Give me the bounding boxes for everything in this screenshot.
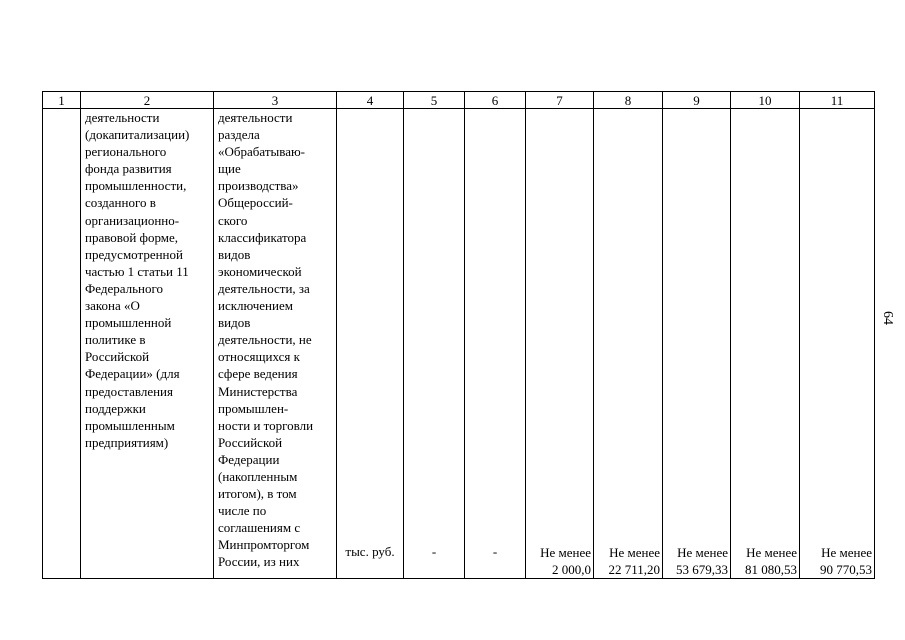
indicator-text-line: деятельности, за	[218, 280, 310, 296]
indicator-text-line: раздела	[218, 127, 260, 143]
target-value-cell	[663, 109, 731, 579]
column-number: 2	[81, 92, 214, 109]
indicator-text-line: России, из них	[218, 554, 300, 570]
indicator-text-line: ского	[218, 212, 248, 228]
indicator-text-line: относящихся к	[218, 349, 300, 365]
measure-text-line: Федерации» (для	[85, 366, 180, 382]
indicator-text-line: щие	[218, 161, 241, 177]
measure-text-line: Российской	[85, 349, 150, 365]
indicator-text-line: классификатора	[218, 229, 307, 245]
column-number: 6	[465, 92, 526, 109]
indicator-text-line: соглашениям с	[218, 520, 301, 536]
indicator-text-line: промышлен-	[218, 400, 289, 416]
indicator-text-line: производства»	[218, 178, 299, 194]
column-number: 7	[526, 92, 594, 109]
measure-text-line: (докапитализации)	[85, 127, 190, 143]
column-number: 8	[594, 92, 663, 109]
indicator-table	[42, 91, 875, 579]
column-number: 3	[214, 92, 337, 109]
target-value-cell	[800, 109, 875, 579]
value-prefix: Не менее	[540, 544, 591, 560]
row-number-cell	[43, 109, 81, 579]
measure-description-cell	[81, 109, 214, 579]
indicator-text-line: деятельности	[218, 110, 293, 125]
value-amount: 53 679,33	[676, 561, 728, 577]
indicator-text-line: сфере ведения	[218, 366, 298, 382]
measure-text-line: организационно-	[85, 212, 180, 228]
table-row	[43, 109, 875, 579]
measure-text-line: промышленности,	[85, 178, 187, 194]
measure-text-line: промышленной	[85, 315, 172, 331]
value-cell-6: -	[465, 109, 526, 579]
measure-text-line: предоставления	[85, 383, 173, 399]
indicator-text-line: Российской	[218, 434, 283, 450]
measure-text-line: закона «О	[85, 298, 140, 314]
value-cell-5: -	[404, 109, 465, 579]
column-number: 9	[663, 92, 731, 109]
measure-text-line: Федерального	[85, 280, 164, 296]
indicator-text-line: «Обрабатываю-	[218, 144, 306, 160]
value-amount: 81 080,53	[745, 561, 797, 577]
indicator-text-line: (накопленным	[218, 468, 298, 484]
value-prefix: Не менее	[821, 544, 872, 560]
value-prefix: Не менее	[609, 544, 660, 560]
measure-text-line: предусмотренной	[85, 246, 183, 262]
measure-text-line: поддержки	[85, 400, 146, 416]
value-amount: 2 000,0	[552, 561, 591, 577]
indicator-text-line: Общероссий-	[218, 195, 293, 211]
column-number-row	[43, 92, 875, 109]
measure-text-line: предприятиям)	[85, 434, 169, 450]
indicator-text-line: видов	[218, 246, 251, 262]
indicator-text-line: Федерации	[218, 451, 280, 467]
column-number: 1	[43, 92, 81, 109]
indicator-description-cell	[214, 109, 337, 579]
column-number: 10	[731, 92, 800, 109]
target-value-cell	[526, 109, 594, 579]
indicator-text-line: деятельности, не	[218, 332, 312, 348]
measure-text-line: фонда развития	[85, 161, 172, 177]
measure-text-line: деятельности	[85, 110, 160, 125]
measure-text-line: правовой форме,	[85, 229, 179, 245]
target-value-cell	[731, 109, 800, 579]
value-amount: 22 711,20	[608, 561, 660, 577]
column-number: 11	[800, 92, 875, 109]
value-amount: 90 770,53	[820, 561, 872, 577]
value-prefix: Не менее	[677, 544, 728, 560]
value-prefix: Не менее	[746, 544, 797, 560]
measure-text-line: регионального	[85, 144, 167, 160]
measure-text-line: политике в	[85, 332, 146, 348]
measure-text-line: частью 1 статьи 11	[85, 263, 189, 279]
indicator-text-line: Минпромторгом	[218, 537, 310, 553]
measure-text-line: созданного в	[85, 195, 156, 211]
indicator-text-line: исключением	[218, 298, 293, 314]
page-number: 64	[880, 311, 895, 325]
column-number: 4	[337, 92, 404, 109]
column-number: 5	[404, 92, 465, 109]
indicator-text-line: Министерства	[218, 383, 298, 399]
indicator-text-line: видов	[218, 315, 251, 331]
unit-cell: тыс. руб.	[337, 109, 404, 579]
indicator-text-line: числе по	[218, 503, 267, 519]
indicator-text-line: ности и торговли	[218, 417, 314, 433]
measure-text-line: промышленным	[85, 417, 175, 433]
indicator-text-line: экономической	[218, 263, 302, 279]
target-value-cell	[594, 109, 663, 579]
indicator-text-line: итогом), в том	[218, 486, 297, 502]
